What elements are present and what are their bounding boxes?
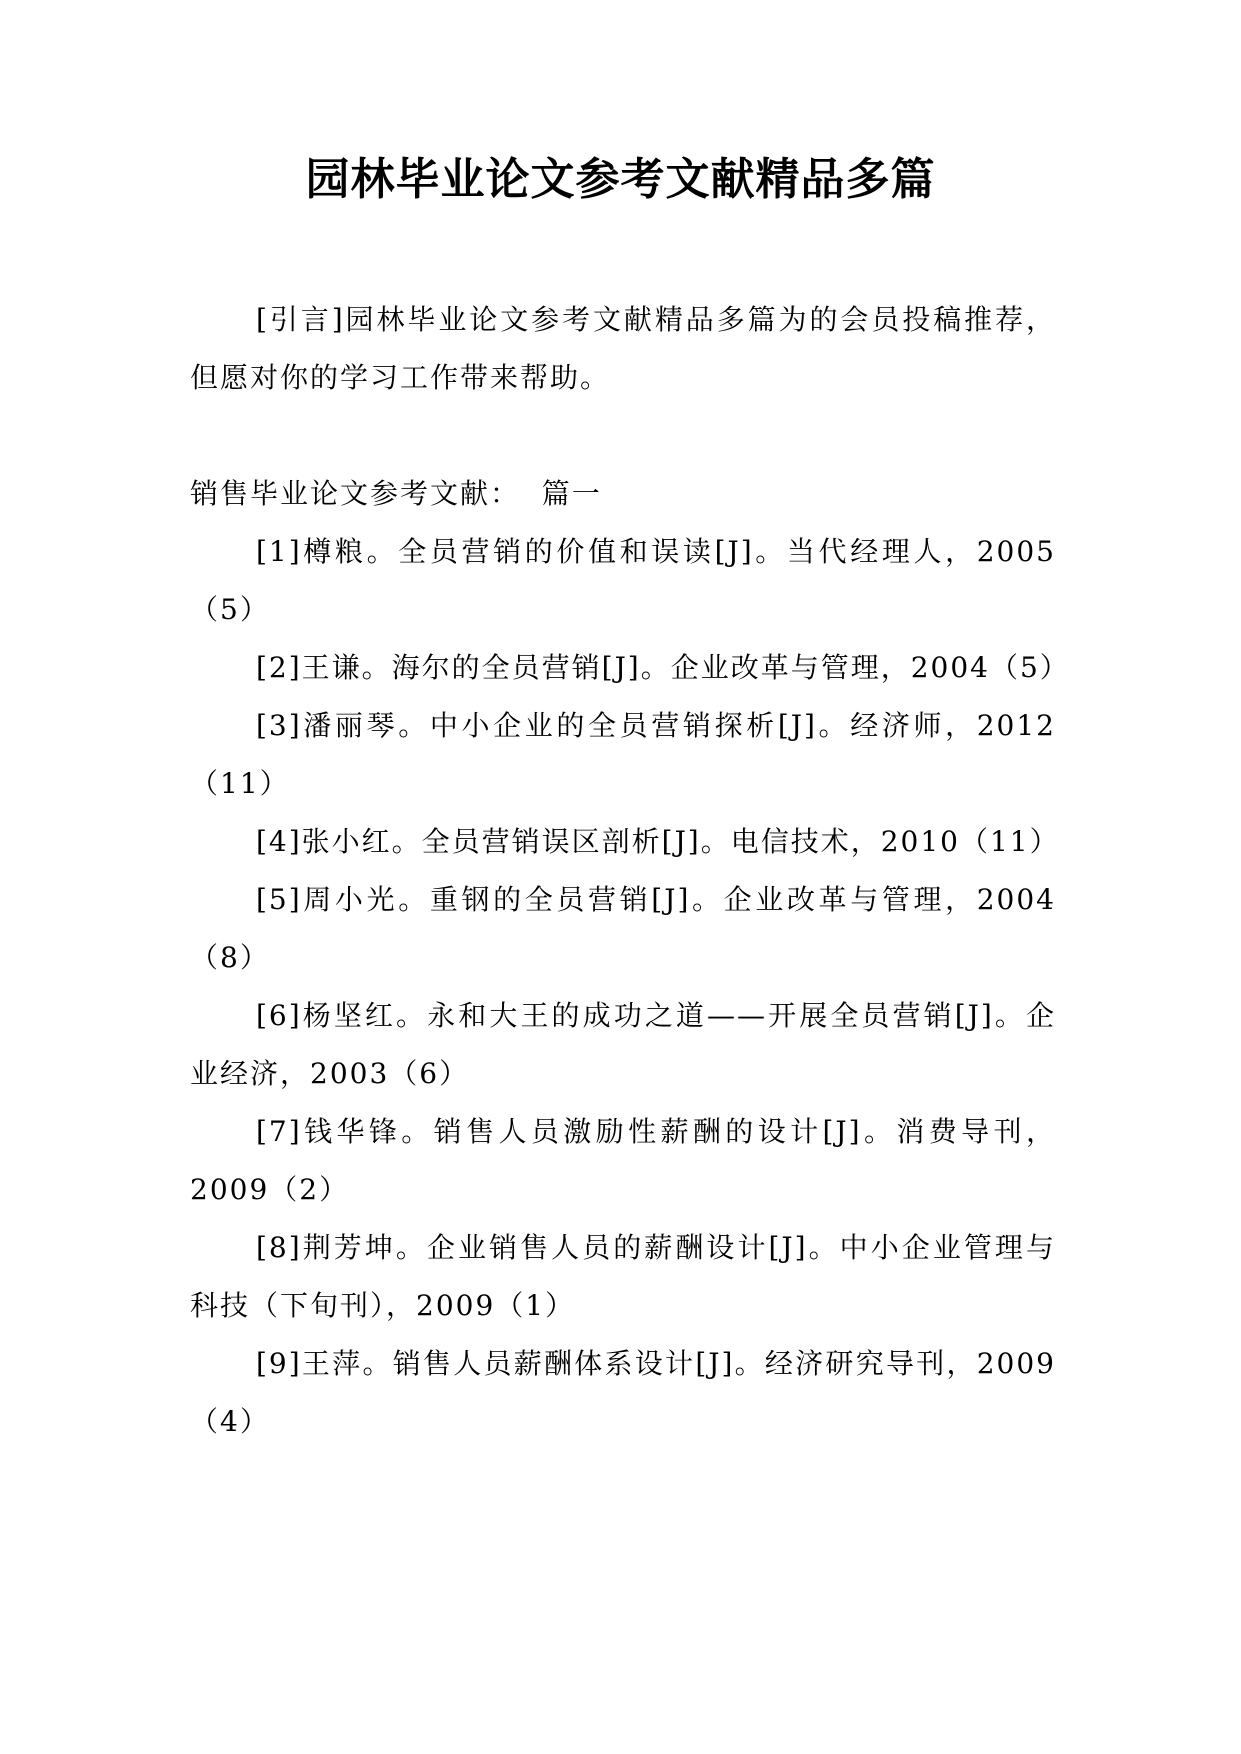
document-body [190, 291, 1070, 1451]
reference-item-6: [6]杨坚红。永和大王的成功之道——开展全员营销[J]。企业经济，2003（6） [190, 999, 1056, 1090]
reference-list [190, 523, 1070, 1451]
reference-item-8: [8]荆芳坤。企业销售人员的薪酬设计[J]。中小企业管理与科技（下旬刊），2009（1） [190, 1231, 1056, 1322]
reference-item-9: [9]王萍。销售人员薪酬体系设计[J]。经济研究导刊，2009（4） [190, 1347, 1056, 1438]
page-title: 园林毕业论文参考文献精品多篇 [305, 154, 936, 205]
section-heading: 销售毕业论文参考文献： 篇一 [190, 477, 602, 510]
reference-item-5: [5]周小光。重钢的全员营销[J]。企业改革与管理，2004（8） [190, 883, 1056, 974]
reference-item-3: [3]潘丽琴。中小企业的全员营销探析[J]。经济师，2012（11） [190, 709, 1056, 800]
reference-item-7: [7]钱华锋。销售人员激励性薪酬的设计[J]。消费导刊，2009（2） [190, 1115, 1056, 1206]
reference-item-2: [2]王谦。海尔的全员营销[J]。企业改革与管理，2004（5） [256, 651, 1070, 684]
reference-item-1: [1]樽粮。全员营销的价值和误读[J]。当代经理人，2005（5） [190, 535, 1056, 626]
intro-paragraph: [引言]园林毕业论文参考文献精品多篇为的会员投稿推荐，但愿对你的学习工作带来帮助。 [190, 303, 1056, 394]
reference-item-4: [4]张小红。全员营销误区剖析[J]。电信技术，2010（11） [256, 825, 1060, 858]
